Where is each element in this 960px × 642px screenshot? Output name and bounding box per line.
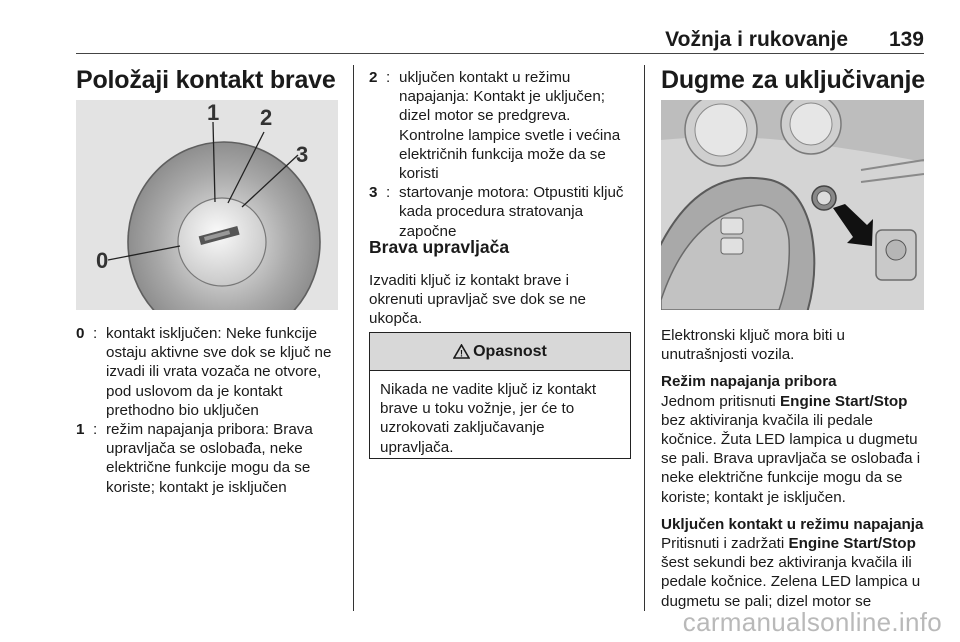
list-item: 1 : režim napajanja pribora: Brava upravljača se oslobađa, neke električne funkcije mogu da se koriste; kontakt je isključen	[76, 421, 313, 496]
list-item: 3 : startovanje motora: Otpustiti ključ kada procedura stratovanja započne	[369, 184, 624, 240]
intro-paragraph: Elektronski ključ mora biti u unutrašnjosti vozila.	[661, 327, 846, 364]
middle-item-list	[369, 68, 637, 241]
dashboard-illustration	[661, 100, 924, 310]
accessory-mode-paragraph: Jednom pritisnuti Engine Start/Stop bez aktiviranja kvačila ili pedale kočnice. Žuta LED lampica u dugmetu se pali. Brava upravljača se oslobađa i neke električne funkcije mogu da se koriste; kontakt je isključen.	[661, 392, 921, 506]
column-divider-right	[644, 65, 645, 611]
steering-lock-paragraph: Izvaditi ključ iz kontakt brave i okrenuti upravljač sve dok se ne ukopča.	[369, 272, 586, 328]
power-button-figure	[661, 100, 924, 310]
watermark: carmanualsonline.info	[682, 607, 942, 637]
ignition-switch-illustration	[76, 100, 338, 310]
item-text: kontakt isključen: Neke funkcije ostaju aktivne sve dok se ključ ne izvadi ili vrata vozača ne otvore, pod uslovom da je kontakt prethodno bio uključen	[106, 325, 332, 419]
ignition-switch-figure	[76, 100, 338, 310]
subhead-accessory-mode: Režim napajanja pribora	[661, 373, 837, 391]
figure-label-1: 1	[207, 100, 220, 125]
right-body-text	[661, 326, 929, 611]
subhead-steering-lock: Brava upravljača	[369, 237, 510, 257]
item-text: režim napajanja pribora: Brava upravljača se oslobađa, neke električne funkcije mogu da se koriste; kontakt je isključen	[106, 421, 313, 496]
item-number: 0	[76, 325, 85, 342]
page-header	[76, 28, 924, 54]
svg-text:!: !	[460, 348, 464, 359]
left-item-list	[76, 324, 348, 497]
list-item: 0 : kontakt isključen: Neke funkcije ostaju aktivne sve dok se ključ ne izvadi ili vrata vozača ne otvore, pod uslovom da je kontakt prethodno bio uključen	[76, 325, 332, 419]
item-number: 3	[369, 184, 378, 202]
figure-label-2: 2	[260, 105, 273, 130]
item-number: 1	[76, 421, 85, 439]
warning-header	[370, 333, 630, 371]
item-number: 2	[369, 69, 378, 86]
danger-warning-box	[369, 332, 631, 459]
ignition-on-paragraph: Pritisnuti i zadržati Engine Start/Stop šest sekundi bez aktiviranja kvačila ili pedale kočnice. Zelena LED lampica u dugmetu se pali; dizel motor se	[661, 535, 921, 610]
list-item: 2 : uključen kontakt u režimu napajanja: Kontakt je uključen; dizel motor se predgreva. Kontrolne lampice svetle i većina električnih funkcija može da se koristi	[369, 69, 621, 183]
engine-start-stop-label: Engine Start/Stop	[788, 535, 916, 553]
warning-title: Opasnost	[473, 342, 547, 360]
figure-label-0: 0	[96, 248, 109, 273]
figure-label-3: 3	[296, 142, 309, 167]
engine-start-stop-label: Engine Start/Stop	[780, 392, 908, 410]
subhead-ignition-on-mode: Uključen kontakt u režimu napajanja	[661, 515, 924, 533]
page-number: 139	[888, 28, 924, 51]
item-text: uključen kontakt u režimu napajanja: Kontakt je uključen; dizel motor se predgreva. Kontrolne lampice svetle i većina električnih funkcija može da se koristi	[399, 69, 621, 183]
section-title-power-button: Dugme za uključivanje	[661, 66, 925, 94]
column-divider-left	[353, 65, 354, 611]
warning-triangle-icon	[453, 344, 470, 359]
item-text: startovanje motora: Otpustiti ključ kada procedura stratovanja započne	[399, 184, 624, 240]
warning-text: Nikada ne vadite ključ iz kontakt brave u toku vožnje, jer će to uzrokovati zaključavanje upravljača.	[380, 381, 597, 456]
running-title: Vožnja i rukovanje	[665, 28, 848, 51]
section-title-ignition-positions: Položaji kontakt brave	[76, 66, 336, 94]
